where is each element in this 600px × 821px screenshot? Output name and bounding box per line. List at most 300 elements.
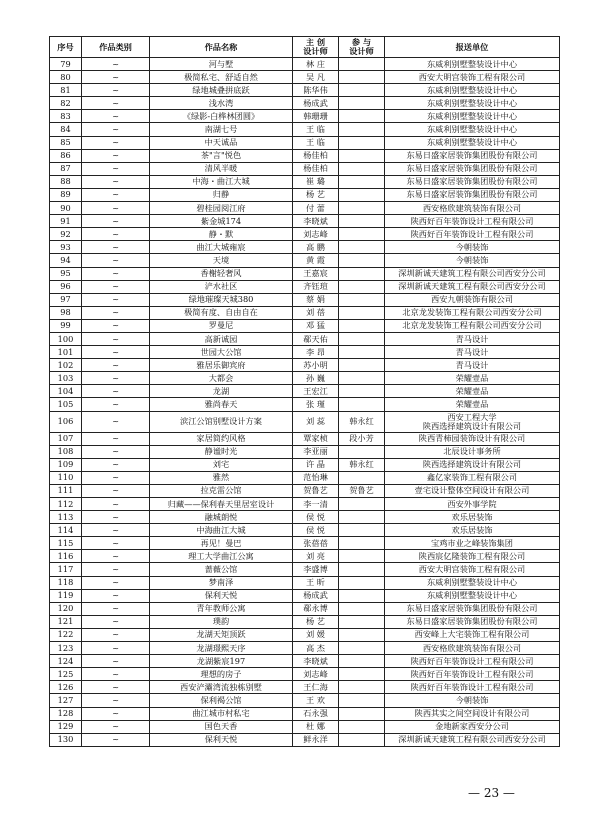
cell-no: 84 xyxy=(50,123,82,136)
table-row xyxy=(50,267,560,280)
cell-unit: 东威利别墅整装设计中心 xyxy=(385,97,560,110)
cell-no: 112 xyxy=(50,498,82,511)
cell-main-designer: 李晓斌 xyxy=(293,215,339,228)
cell-unit: 金地新家西安分公司 xyxy=(385,720,560,733)
cell-co-designer xyxy=(339,149,385,162)
cell-category: ~ xyxy=(82,563,150,576)
cell-co-designer xyxy=(339,524,385,537)
cell-category: ~ xyxy=(82,694,150,707)
cell-unit: 东威利别墅整装设计中心 xyxy=(385,84,560,97)
cell-name: 保利天悦 xyxy=(150,733,293,746)
header-name: 作品名称 xyxy=(150,37,293,58)
table-row xyxy=(50,733,560,746)
table-row xyxy=(50,385,560,398)
cell-main-designer: 林 庄 xyxy=(293,58,339,71)
cell-main-designer: 张 瑾 xyxy=(293,398,339,411)
cell-category: ~ xyxy=(82,681,150,694)
cell-unit: 东威利别墅整装设计中心 xyxy=(385,576,560,589)
cell-category: ~ xyxy=(82,411,150,432)
cell-no: 94 xyxy=(50,254,82,267)
cell-main-designer: 李 昂 xyxy=(293,346,339,359)
cell-category: ~ xyxy=(82,432,150,445)
cell-name: 龙湖璟熙天序 xyxy=(150,642,293,655)
cell-main-designer: 鲜永洋 xyxy=(293,733,339,746)
cell-name: 茶"言"悦色 xyxy=(150,149,293,162)
cell-no: 79 xyxy=(50,58,82,71)
cell-name: 清风半暖 xyxy=(150,162,293,175)
cell-co-designer xyxy=(339,97,385,110)
table-row xyxy=(50,136,560,149)
cell-main-designer: 高 鹏 xyxy=(293,241,339,254)
cell-co-designer xyxy=(339,359,385,372)
cell-name: 绿地璀璨天城380 xyxy=(150,293,293,306)
cell-unit: 西安峰上大宅装饰工程有限公司 xyxy=(385,628,560,641)
cell-unit: 陕西好百年装饰设计工程有限公司 xyxy=(385,655,560,668)
table-row xyxy=(50,537,560,550)
cell-main-designer: 侯 悦 xyxy=(293,524,339,537)
cell-name: 罗曼尼 xyxy=(150,319,293,332)
cell-unit: 鑫亿家装饰工程有限公司 xyxy=(385,471,560,484)
cell-category: ~ xyxy=(82,293,150,306)
cell-co-designer xyxy=(339,254,385,267)
cell-name: 西安浐灞湾流独栋别墅 xyxy=(150,681,293,694)
cell-name: 碧桂园阅江府 xyxy=(150,202,293,215)
cell-unit: 东易日盛家居装饰集团股份有限公司 xyxy=(385,615,560,628)
cell-co-designer xyxy=(339,162,385,175)
table-row xyxy=(50,707,560,720)
cell-no: 111 xyxy=(50,484,82,497)
table-row xyxy=(50,681,560,694)
cell-main-designer: 付 蕾 xyxy=(293,202,339,215)
cell-co-designer xyxy=(339,615,385,628)
cell-co-designer xyxy=(339,628,385,641)
cell-name: 璞韵 xyxy=(150,615,293,628)
cell-co-designer xyxy=(339,228,385,241)
cell-main-designer: 杨 艺 xyxy=(293,615,339,628)
cell-no: 118 xyxy=(50,576,82,589)
cell-co-designer xyxy=(339,602,385,615)
cell-main-designer: 刘 亮 xyxy=(293,550,339,563)
cell-no: 99 xyxy=(50,319,82,332)
cell-name: 中天诚品 xyxy=(150,136,293,149)
header-main-designer: 主 创 设计师 xyxy=(293,37,339,58)
cell-co-designer: 贺鲁艺 xyxy=(339,484,385,497)
cell-co-designer xyxy=(339,720,385,733)
table-row xyxy=(50,215,560,228)
cell-unit: 今朝装饰 xyxy=(385,254,560,267)
cell-category: ~ xyxy=(82,385,150,398)
cell-unit: 北辰设计事务所 xyxy=(385,445,560,458)
cell-category: ~ xyxy=(82,359,150,372)
cell-name: 保利褐公馆 xyxy=(150,694,293,707)
cell-unit: 欢乐居装饰 xyxy=(385,511,560,524)
cell-unit: 陕西其实之间空间设计有限公司 xyxy=(385,707,560,720)
table-row xyxy=(50,615,560,628)
cell-no: 130 xyxy=(50,733,82,746)
cell-main-designer: 刘志峰 xyxy=(293,668,339,681)
cell-no: 108 xyxy=(50,445,82,458)
cell-category: ~ xyxy=(82,628,150,641)
cell-no: 121 xyxy=(50,615,82,628)
cell-category: ~ xyxy=(82,123,150,136)
cell-co-designer xyxy=(339,372,385,385)
table-header-row xyxy=(50,37,560,58)
cell-unit: 东威利别墅整装设计中心 xyxy=(385,136,560,149)
cell-no: 124 xyxy=(50,655,82,668)
cell-unit: 东易日盛家居装饰集团股份有限公司 xyxy=(385,175,560,188)
cell-main-designer: 齐钰瑄 xyxy=(293,280,339,293)
cell-category: ~ xyxy=(82,175,150,188)
table-row xyxy=(50,175,560,188)
cell-name: 雅然 xyxy=(150,471,293,484)
cell-category: ~ xyxy=(82,576,150,589)
cell-category: ~ xyxy=(82,188,150,201)
cell-unit: 青马设计 xyxy=(385,346,560,359)
table-row xyxy=(50,432,560,445)
cell-main-designer: 邓 猛 xyxy=(293,319,339,332)
cell-name: 家居简约风格 xyxy=(150,432,293,445)
cell-no: 107 xyxy=(50,432,82,445)
cell-main-designer: 覃家桢 xyxy=(293,432,339,445)
cell-category: ~ xyxy=(82,162,150,175)
cell-co-designer xyxy=(339,398,385,411)
cell-no: 89 xyxy=(50,188,82,201)
cell-name: 拉克雷公馆 xyxy=(150,484,293,497)
cell-name: 归静 xyxy=(150,188,293,201)
cell-no: 116 xyxy=(50,550,82,563)
cell-category: ~ xyxy=(82,550,150,563)
cell-main-designer: 高 杰 xyxy=(293,642,339,655)
cell-co-designer xyxy=(339,576,385,589)
cell-main-designer: 王 欢 xyxy=(293,694,339,707)
cell-name: 曲江城市村私宅 xyxy=(150,707,293,720)
cell-unit: 陕西青柿园装饰设计有限公司 xyxy=(385,432,560,445)
cell-unit: 今朝装饰 xyxy=(385,241,560,254)
cell-no: 125 xyxy=(50,668,82,681)
table-row xyxy=(50,589,560,602)
cell-main-designer: 刘 蓓 xyxy=(293,306,339,319)
cell-unit: 东易日盛家居装饰集团股份有限公司 xyxy=(385,602,560,615)
cell-unit: 陕西好百年装饰设计工程有限公司 xyxy=(385,228,560,241)
cell-unit: 北京龙发装饰工程有限公司西安分公司 xyxy=(385,319,560,332)
cell-name: 滨江公馆别墅设计方案 xyxy=(150,411,293,432)
cell-unit: 西安大明宫装饰工程有限公司 xyxy=(385,563,560,576)
cell-name: 梦南泽 xyxy=(150,576,293,589)
cell-no: 109 xyxy=(50,458,82,471)
cell-co-designer xyxy=(339,241,385,254)
table-row xyxy=(50,280,560,293)
cell-unit: 陕西宸亿隆装饰工程有限公司 xyxy=(385,550,560,563)
cell-name: 曲江大城雍宸 xyxy=(150,241,293,254)
cell-unit: 欢乐居装饰 xyxy=(385,524,560,537)
cell-co-designer xyxy=(339,293,385,306)
cell-category: ~ xyxy=(82,484,150,497)
table-row xyxy=(50,445,560,458)
cell-co-designer xyxy=(339,563,385,576)
cell-category: ~ xyxy=(82,445,150,458)
cell-co-designer xyxy=(339,550,385,563)
cell-co-designer xyxy=(339,319,385,332)
cell-name: 理工大学曲江公寓 xyxy=(150,550,293,563)
cell-co-designer xyxy=(339,84,385,97)
cell-category: ~ xyxy=(82,306,150,319)
cell-name: 大都会 xyxy=(150,372,293,385)
cell-unit: 西安格欣建筑装饰有限公司 xyxy=(385,642,560,655)
cell-category: ~ xyxy=(82,498,150,511)
cell-no: 102 xyxy=(50,359,82,372)
cell-no: 101 xyxy=(50,346,82,359)
cell-no: 110 xyxy=(50,471,82,484)
cell-main-designer: 杨成武 xyxy=(293,589,339,602)
cell-name: 国色天香 xyxy=(150,720,293,733)
cell-unit: 东易日盛家居装饰集团股份有限公司 xyxy=(385,188,560,201)
cell-name: 极简私宅、舒适自然 xyxy=(150,71,293,84)
cell-no: 117 xyxy=(50,563,82,576)
cell-name: 青年教师公寓 xyxy=(150,602,293,615)
cell-main-designer: 黄 霞 xyxy=(293,254,339,267)
cell-co-designer xyxy=(339,267,385,280)
cell-main-designer: 许 晶 xyxy=(293,458,339,471)
cell-name: 静・默 xyxy=(150,228,293,241)
cell-co-designer xyxy=(339,733,385,746)
table-row xyxy=(50,123,560,136)
cell-name: 龙湖天矩顶跃 xyxy=(150,628,293,641)
cell-co-designer xyxy=(339,694,385,707)
table-row xyxy=(50,668,560,681)
cell-unit: 今朝装饰 xyxy=(385,694,560,707)
cell-category: ~ xyxy=(82,615,150,628)
cell-co-designer xyxy=(339,110,385,123)
cell-category: ~ xyxy=(82,589,150,602)
cell-unit: 东威利别墅整装设计中心 xyxy=(385,123,560,136)
cell-unit: 西安工程大学 陕西选择建筑设计有限公司 xyxy=(385,411,560,432)
cell-unit: 深圳新诚天建筑工程有限公司西安分公司 xyxy=(385,733,560,746)
page-number: — 23 — xyxy=(468,786,515,800)
cell-main-designer: 郗天佑 xyxy=(293,332,339,345)
cell-no: 86 xyxy=(50,149,82,162)
cell-category: ~ xyxy=(82,733,150,746)
cell-name: 天境 xyxy=(150,254,293,267)
table-row xyxy=(50,97,560,110)
cell-co-designer xyxy=(339,511,385,524)
cell-name: 河与墅 xyxy=(150,58,293,71)
cell-no: 128 xyxy=(50,707,82,720)
table-row xyxy=(50,188,560,201)
cell-main-designer: 蔡 娟 xyxy=(293,293,339,306)
cell-no: 120 xyxy=(50,602,82,615)
cell-no: 119 xyxy=(50,589,82,602)
cell-co-designer xyxy=(339,71,385,84)
table-row xyxy=(50,254,560,267)
table-row xyxy=(50,563,560,576)
cell-name: 香榭轻奢风 xyxy=(150,267,293,280)
cell-no: 129 xyxy=(50,720,82,733)
table-row xyxy=(50,411,560,432)
cell-co-designer xyxy=(339,280,385,293)
cell-main-designer: 刘 蕊 xyxy=(293,411,339,432)
cell-main-designer: 韩珊珊 xyxy=(293,110,339,123)
cell-unit: 西安九朝装饰有限公司 xyxy=(385,293,560,306)
table-row xyxy=(50,471,560,484)
cell-name: 雅居乐御宾府 xyxy=(150,359,293,372)
cell-name: 《绿影-白桦林团圆》 xyxy=(150,110,293,123)
cell-main-designer: 贺鲁艺 xyxy=(293,484,339,497)
cell-category: ~ xyxy=(82,511,150,524)
cell-unit: 西安格欣建筑装饰有限公司 xyxy=(385,202,560,215)
cell-co-designer xyxy=(339,58,385,71)
cell-category: ~ xyxy=(82,241,150,254)
cell-co-designer xyxy=(339,346,385,359)
cell-unit: 深圳新诚天建筑工程有限公司西安分公司 xyxy=(385,267,560,280)
cell-unit: 北京龙发装饰工程有限公司西安分公司 xyxy=(385,306,560,319)
cell-no: 100 xyxy=(50,332,82,345)
cell-no: 123 xyxy=(50,642,82,655)
cell-co-designer xyxy=(339,123,385,136)
cell-no: 97 xyxy=(50,293,82,306)
cell-main-designer: 孙 巍 xyxy=(293,372,339,385)
cell-category: ~ xyxy=(82,71,150,84)
cell-category: ~ xyxy=(82,372,150,385)
cell-co-designer xyxy=(339,306,385,319)
cell-unit: 荣耀壹品 xyxy=(385,398,560,411)
cell-name: 保利天悦 xyxy=(150,589,293,602)
cell-no: 106 xyxy=(50,411,82,432)
cell-name: 龙湖紫宸197 xyxy=(150,655,293,668)
cell-no: 122 xyxy=(50,628,82,641)
header-category: 作品类别 xyxy=(82,37,150,58)
cell-no: 98 xyxy=(50,306,82,319)
table-row xyxy=(50,162,560,175)
header-unit: 报送单位 xyxy=(385,37,560,58)
cell-main-designer: 杨 艺 xyxy=(293,188,339,201)
cell-main-designer: 杜 娜 xyxy=(293,720,339,733)
cell-unit: 西安外事学院 xyxy=(385,498,560,511)
table-row xyxy=(50,655,560,668)
cell-main-designer: 李一清 xyxy=(293,498,339,511)
table-row xyxy=(50,228,560,241)
table-row xyxy=(50,694,560,707)
cell-co-designer xyxy=(339,445,385,458)
cell-co-designer xyxy=(339,385,385,398)
cell-no: 96 xyxy=(50,280,82,293)
cell-name: 中海・曲江大城 xyxy=(150,175,293,188)
cell-name: 浐水社区 xyxy=(150,280,293,293)
cell-co-designer: 段小芳 xyxy=(339,432,385,445)
cell-co-designer: 韩永红 xyxy=(339,411,385,432)
cell-no: 81 xyxy=(50,84,82,97)
cell-unit: 陕西好百年装饰设计工程有限公司 xyxy=(385,668,560,681)
cell-category: ~ xyxy=(82,97,150,110)
cell-unit: 陕西好百年装饰设计工程有限公司 xyxy=(385,215,560,228)
cell-main-designer: 张蓓蓓 xyxy=(293,537,339,550)
cell-unit: 青马设计 xyxy=(385,359,560,372)
table-row xyxy=(50,306,560,319)
cell-category: ~ xyxy=(82,332,150,345)
cell-category: ~ xyxy=(82,110,150,123)
cell-category: ~ xyxy=(82,602,150,615)
cell-main-designer: 王嘉宸 xyxy=(293,267,339,280)
cell-unit: 东威利别墅整装设计中心 xyxy=(385,110,560,123)
cell-category: ~ xyxy=(82,58,150,71)
table-row xyxy=(50,398,560,411)
cell-main-designer: 范怡琳 xyxy=(293,471,339,484)
table-row xyxy=(50,346,560,359)
table-row xyxy=(50,58,560,71)
cell-name: 世园大公馆 xyxy=(150,346,293,359)
cell-no: 88 xyxy=(50,175,82,188)
cell-main-designer: 王 临 xyxy=(293,123,339,136)
cell-name: 静谧时光 xyxy=(150,445,293,458)
cell-co-designer xyxy=(339,681,385,694)
cell-name: 浅水湾 xyxy=(150,97,293,110)
cell-main-designer: 李盛博 xyxy=(293,563,339,576)
table-row xyxy=(50,628,560,641)
cell-no: 90 xyxy=(50,202,82,215)
cell-no: 114 xyxy=(50,524,82,537)
cell-co-designer: 韩永红 xyxy=(339,458,385,471)
cell-name: 紫金城174 xyxy=(150,215,293,228)
cell-name: 南湖七号 xyxy=(150,123,293,136)
cell-category: ~ xyxy=(82,267,150,280)
cell-category: ~ xyxy=(82,537,150,550)
table-row xyxy=(50,511,560,524)
cell-main-designer: 李晓斌 xyxy=(293,655,339,668)
cell-co-designer xyxy=(339,655,385,668)
cell-unit: 陕西好百年装饰设计工程有限公司 xyxy=(385,681,560,694)
cell-name: 绿地城叠拼底跃 xyxy=(150,84,293,97)
cell-unit: 荣耀壹品 xyxy=(385,385,560,398)
cell-co-designer xyxy=(339,175,385,188)
cell-no: 92 xyxy=(50,228,82,241)
cell-category: ~ xyxy=(82,642,150,655)
cell-no: 126 xyxy=(50,681,82,694)
cell-category: ~ xyxy=(82,136,150,149)
cell-main-designer: 王 昕 xyxy=(293,576,339,589)
cell-no: 113 xyxy=(50,511,82,524)
table-row xyxy=(50,642,560,655)
cell-main-designer: 崔 璐 xyxy=(293,175,339,188)
cell-co-designer xyxy=(339,188,385,201)
table-row xyxy=(50,524,560,537)
cell-unit: 陕西选择建筑设计有限公司 xyxy=(385,458,560,471)
cell-co-designer xyxy=(339,537,385,550)
table-row xyxy=(50,293,560,306)
awards-table xyxy=(49,36,560,747)
cell-category: ~ xyxy=(82,319,150,332)
cell-name: 理想的房子 xyxy=(150,668,293,681)
cell-co-designer xyxy=(339,202,385,215)
cell-co-designer xyxy=(339,707,385,720)
cell-main-designer: 杨佳柏 xyxy=(293,162,339,175)
cell-category: ~ xyxy=(82,655,150,668)
cell-no: 83 xyxy=(50,110,82,123)
cell-category: ~ xyxy=(82,149,150,162)
cell-main-designer: 刘 媛 xyxy=(293,628,339,641)
cell-category: ~ xyxy=(82,202,150,215)
cell-main-designer: 王 临 xyxy=(293,136,339,149)
cell-no: 91 xyxy=(50,215,82,228)
cell-unit: 东易日盛家居装饰集团股份有限公司 xyxy=(385,162,560,175)
cell-name: 中海曲江大城 xyxy=(150,524,293,537)
cell-unit: 宝鸡市业之峰装饰集团 xyxy=(385,537,560,550)
table-row xyxy=(50,241,560,254)
cell-name: 融城朗悦 xyxy=(150,511,293,524)
cell-unit: 青马设计 xyxy=(385,332,560,345)
cell-name: 高新诚园 xyxy=(150,332,293,345)
table-row xyxy=(50,359,560,372)
cell-main-designer: 吴 凡 xyxy=(293,71,339,84)
table-row xyxy=(50,498,560,511)
